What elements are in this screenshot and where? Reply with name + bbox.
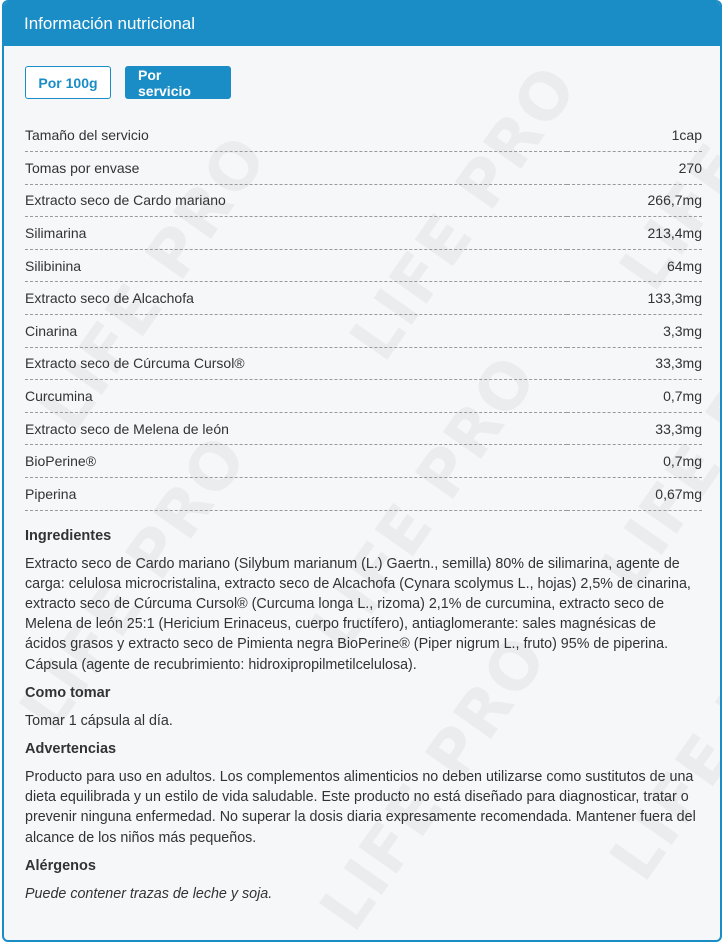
ingredients-heading: Ingredientes [25,527,112,544]
table-row [25,478,702,511]
unit-tabs [25,66,700,99]
table-row [25,380,702,413]
tab-per-serving[interactable]: Por servicio [125,66,231,99]
panel-header [4,2,720,46]
nutrient-value: 3,3mg [567,315,702,348]
nutrient-label: Silimarina [25,217,567,250]
tab-per-100g[interactable]: Por 100g [25,66,111,99]
table-row [25,347,702,380]
nutrient-value: 0,67mg [567,478,702,511]
nutrient-value: 64mg [567,249,702,282]
nutrient-label: Curcumina [25,380,567,413]
warnings-heading: Advertencias [25,741,117,758]
nutrient-value: 33,3mg [567,347,702,380]
nutrient-label: Silibinina [25,249,567,282]
ingredients-text: Extracto seco de Cardo mariano (Silybum marianum (L.) Gaertn., semilla) 80% de silimarina, agente de carga: celulosa microcristalina, extracto seco de Alcachofa (Cynara scolymus L., hojas) 2,5% de cinarina, extracto seco de Cúrcuma Cursol® (Curcuma longa L., rizoma) 2,1% de curcumina, extracto seco de Melena de león 25:1 (Hericium Erinaceus, cuerpo fructífero), antiaglomerante: sales magnésicas de ácidos grasos y extracto seco de Pimienta negra BioPerine® (Piper nigrum L., fruto) 95% de piperina. Cápsula (agente de recubrimiento: hidroxipropilmetilcelulosa). [25,555,691,673]
how-to-take-text: Tomar 1 cápsula al día. [25,712,173,729]
nutrient-value: 133,3mg [567,282,702,315]
table-row [25,445,702,478]
allergens-heading: Alérgenos [25,857,96,874]
nutrient-label: Extracto seco de Cúrcuma Cursol® [25,347,567,380]
nutrient-label: BioPerine® [25,445,567,478]
nutrient-value: 0,7mg [567,445,702,478]
table-row [25,412,702,445]
table-row [25,152,702,185]
nutrient-label: Cinarina [25,315,567,348]
table-row [25,249,702,282]
table-row [25,184,702,217]
nutrient-label: Piperina [25,478,567,511]
nutrient-value: 266,7mg [567,184,702,217]
table-row [25,315,702,348]
nutrient-label: Tamaño del servicio [25,119,567,152]
nutrient-label: Extracto seco de Cardo mariano [25,184,567,217]
nutrient-value: 270 [567,152,702,185]
panel-content [4,46,720,904]
how-to-take-heading: Como tomar [25,684,111,701]
nutrient-value: 1cap [567,119,702,152]
nutrient-value: 0,7mg [567,380,702,413]
nutrient-label: Extracto seco de Melena de león [25,412,567,445]
nutrient-label: Extracto seco de Alcachofa [25,282,567,315]
nutrient-label: Tomas por envase [25,152,567,185]
warnings-text: Producto para uso en adultos. Los complementos alimenticios no deben utilizarse como sustitutos de una dieta equilibrada y un estilo de vida saludable. Este producto no está diseñado para diagnosticar, tratar o prevenir ninguna enfermedad. No superar la dosis diaria expresamente recomendada. Mantener fuera del alcance de los niños más pequeños. [25,769,696,846]
nutrient-value: 213,4mg [567,217,702,250]
table-row [25,217,702,250]
nutrient-value: 33,3mg [567,412,702,445]
allergens-text: Puede contener trazas de leche y soja. [25,885,273,902]
panel-title: Información nutricional [24,14,196,33]
table-row [25,119,702,152]
nutrition-panel [2,0,722,942]
nutrition-table [25,119,702,511]
table-row [25,282,702,315]
